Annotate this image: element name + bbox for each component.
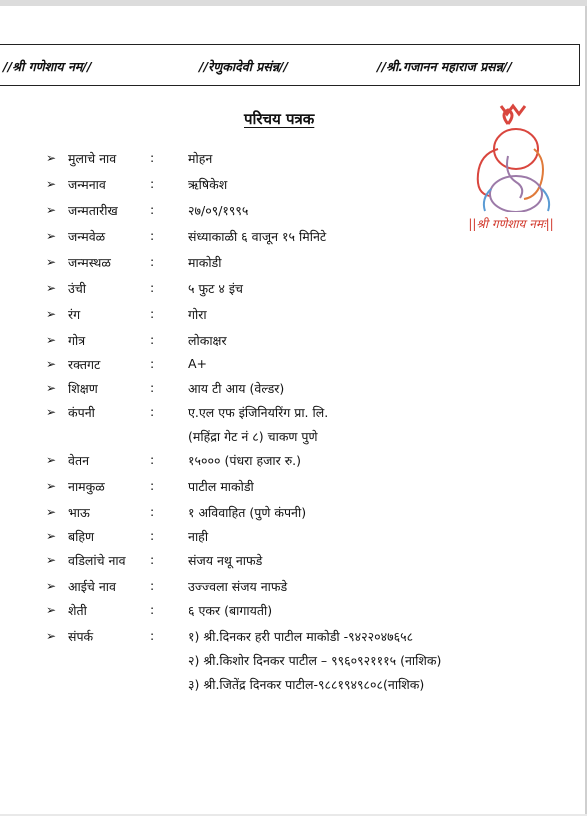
- row-value: गोरा: [188, 307, 207, 322]
- bullet-arrow-icon: ➢: [46, 405, 57, 419]
- bullet-arrow-icon: ➢: [46, 203, 57, 217]
- row-value: ऋषिकेश: [188, 177, 228, 192]
- header-center: //रेणुकादेवी प्रसंन्न//: [199, 59, 289, 74]
- row-value: उज्ज्वला संजय नाफडे: [188, 579, 288, 594]
- bullet-arrow-icon: ➢: [46, 553, 57, 567]
- row-value: माकोडी: [188, 255, 222, 270]
- row-value: मोहन: [188, 151, 213, 166]
- row-colon: :: [150, 380, 155, 395]
- row-colon: :: [150, 202, 155, 217]
- header-right: //श्री.गजानन महाराज प्रसन्न//: [377, 59, 512, 74]
- row-value-continued: (महिंद्रा गेट नं ८) चाकण पुणे: [188, 429, 318, 444]
- row-value: १) श्री.दिनकर हरी पाटील माकोडी -९४२२०४७६५८: [188, 629, 414, 644]
- bullet-arrow-icon: ➢: [46, 281, 57, 295]
- row-label: वडिलांचे नाव: [68, 553, 126, 568]
- row-value: १ अविवाहित (पुणे कंपनी): [188, 505, 307, 520]
- bullet-arrow-icon: ➢: [46, 453, 57, 467]
- bullet-arrow-icon: ➢: [46, 505, 57, 519]
- row-value: संध्याकाळी ६ वाजून १५ मिनिटे: [188, 229, 327, 244]
- row-value: संजय नथू नाफडे: [188, 553, 263, 568]
- row-colon: :: [150, 452, 155, 467]
- row-label: जन्मस्थळ: [68, 255, 111, 270]
- row-value: १५००० (पंधरा हजार रु.): [188, 453, 302, 468]
- bullet-arrow-icon: ➢: [46, 357, 57, 371]
- row-colon: :: [150, 280, 155, 295]
- row-label: रक्तगट: [68, 357, 101, 372]
- row-label: जन्मवेळ: [68, 229, 106, 244]
- row-value-continued: ३) श्री.जितेंद्र दिनकर पाटील-९८८१९४९८०८(नाशिक): [188, 677, 425, 692]
- row-label: गोत्र: [68, 333, 86, 348]
- bullet-arrow-icon: ➢: [46, 629, 57, 643]
- row-value-continued: २) श्री.किशोर दिनकर पाटील – ९९६०९२१११५ (नाशिक): [188, 653, 442, 668]
- row-value: ६ एकर (बागायती): [188, 603, 273, 618]
- row-label: संपर्क: [68, 629, 94, 644]
- row-colon: :: [150, 628, 155, 643]
- bullet-arrow-icon: ➢: [46, 333, 57, 347]
- row-colon: :: [150, 150, 155, 165]
- page-title: परिचय पत्रक: [244, 110, 315, 128]
- row-value: आय टी आय (वेल्डर): [188, 381, 285, 396]
- row-label: मुलाचे नाव: [68, 151, 117, 166]
- row-colon: :: [150, 504, 155, 519]
- row-colon: :: [150, 306, 155, 321]
- row-label: रंग: [68, 307, 81, 322]
- row-colon: :: [150, 332, 155, 347]
- bullet-arrow-icon: ➢: [46, 151, 57, 165]
- row-colon: :: [150, 602, 155, 617]
- row-value: ५ फुट ४ इंच: [188, 281, 243, 296]
- row-label: वेतन: [68, 453, 90, 468]
- bullet-arrow-icon: ➢: [46, 177, 57, 191]
- bullet-arrow-icon: ➢: [46, 229, 57, 243]
- bullet-arrow-icon: ➢: [46, 529, 57, 543]
- row-colon: :: [150, 528, 155, 543]
- document-page: [0, 6, 587, 814]
- bullet-arrow-icon: ➢: [46, 255, 57, 269]
- row-colon: :: [150, 578, 155, 593]
- row-label: जन्मतारीख: [68, 203, 118, 218]
- row-colon: :: [150, 478, 155, 493]
- row-colon: :: [150, 404, 155, 419]
- row-label: शिक्षण: [68, 381, 98, 396]
- row-colon: :: [150, 552, 155, 567]
- row-colon: :: [150, 356, 155, 371]
- row-value: पाटील माकोडी: [188, 479, 254, 494]
- row-colon: :: [150, 228, 155, 243]
- row-label: शेती: [68, 603, 87, 618]
- row-value: २७/०९/१९९५: [188, 203, 249, 218]
- row-colon: :: [150, 254, 155, 269]
- row-value: नाही: [188, 529, 209, 544]
- ganesh-logo: [446, 94, 576, 244]
- bullet-arrow-icon: ➢: [46, 579, 57, 593]
- logo-caption: ||श्री गणेशाय नमः||: [468, 217, 554, 231]
- row-label: भाऊ: [68, 505, 90, 520]
- row-label: आईचे नाव: [68, 579, 116, 594]
- bullet-arrow-icon: ➢: [46, 603, 57, 617]
- row-value: लोकाक्षर: [188, 333, 227, 348]
- row-value: ए.एल एफ इंजिनियरिंग प्रा. लि.: [188, 405, 329, 420]
- header-left: //श्री गणेशाय नम//: [3, 59, 92, 74]
- bullet-arrow-icon: ➢: [46, 307, 57, 321]
- row-label: बहिण: [68, 529, 95, 544]
- row-label: उंची: [68, 281, 87, 296]
- row-colon: :: [150, 176, 155, 191]
- row-value: A+: [188, 356, 208, 371]
- row-label: जन्मनाव: [68, 177, 106, 192]
- row-label: नामकुळ: [68, 479, 105, 494]
- header-box: [0, 44, 580, 86]
- bullet-arrow-icon: ➢: [46, 479, 57, 493]
- bullet-arrow-icon: ➢: [46, 381, 57, 395]
- row-label: कंपनी: [68, 405, 95, 420]
